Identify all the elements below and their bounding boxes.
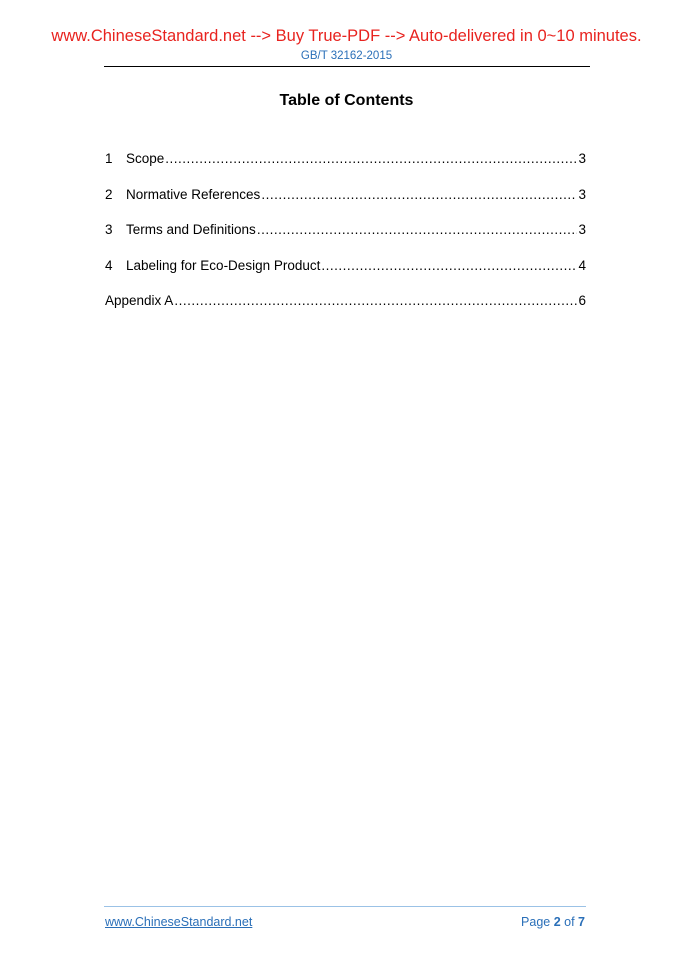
page-prefix: Page: [521, 915, 554, 929]
toc-entry-page: 3: [578, 222, 586, 237]
page-of: of: [560, 915, 579, 929]
toc-entry-number: 2: [105, 186, 113, 202]
toc-entry-page: 3: [578, 186, 586, 202]
toc-entry-label: Terms and Definitions: [126, 222, 256, 237]
toc-entry-normative-references[interactable]: [105, 187, 586, 223]
toc-entry-page: 4: [578, 257, 586, 273]
toc-entry-number: 1: [105, 151, 113, 166]
standard-code: GB/T 32162-2015: [300, 50, 393, 62]
footer-divider: [104, 906, 586, 907]
dot-leader: [261, 187, 577, 202]
promo-banner: www.ChineseStandard.net --> Buy True-PDF --> Auto-delivered in 0~10 minutes.: [51, 27, 642, 45]
page-total: 7: [578, 915, 585, 929]
toc-entry-label: Appendix A: [105, 293, 174, 308]
footer-website-link[interactable]: www.ChineseStandard.net: [105, 915, 253, 929]
toc-entry-appendix-a[interactable]: [105, 293, 586, 329]
dot-leader: [174, 293, 577, 308]
dot-leader: [321, 258, 577, 273]
toc-entry-page: 3: [578, 151, 586, 166]
toc-entry-label: Normative References: [126, 186, 261, 202]
dot-leader: [165, 151, 577, 166]
toc-entry-number: 3: [105, 222, 113, 237]
dot-leader: [257, 222, 578, 237]
page-current: 2: [553, 915, 561, 929]
toc-entry-labeling[interactable]: [105, 258, 586, 294]
toc-entry-label: Scope: [126, 151, 165, 166]
table-of-contents: [105, 151, 586, 329]
toc-entry-terms-and-definitions[interactable]: [105, 222, 586, 258]
toc-entry-page: 6: [578, 293, 586, 308]
toc-entry-number: 4: [105, 257, 113, 273]
toc-entry-scope[interactable]: [105, 151, 586, 187]
page-number: [521, 915, 585, 929]
page-title: Table of Contents: [279, 92, 414, 109]
toc-entry-label: Labeling for Eco-Design Product: [126, 257, 321, 273]
header-divider: [104, 66, 590, 67]
